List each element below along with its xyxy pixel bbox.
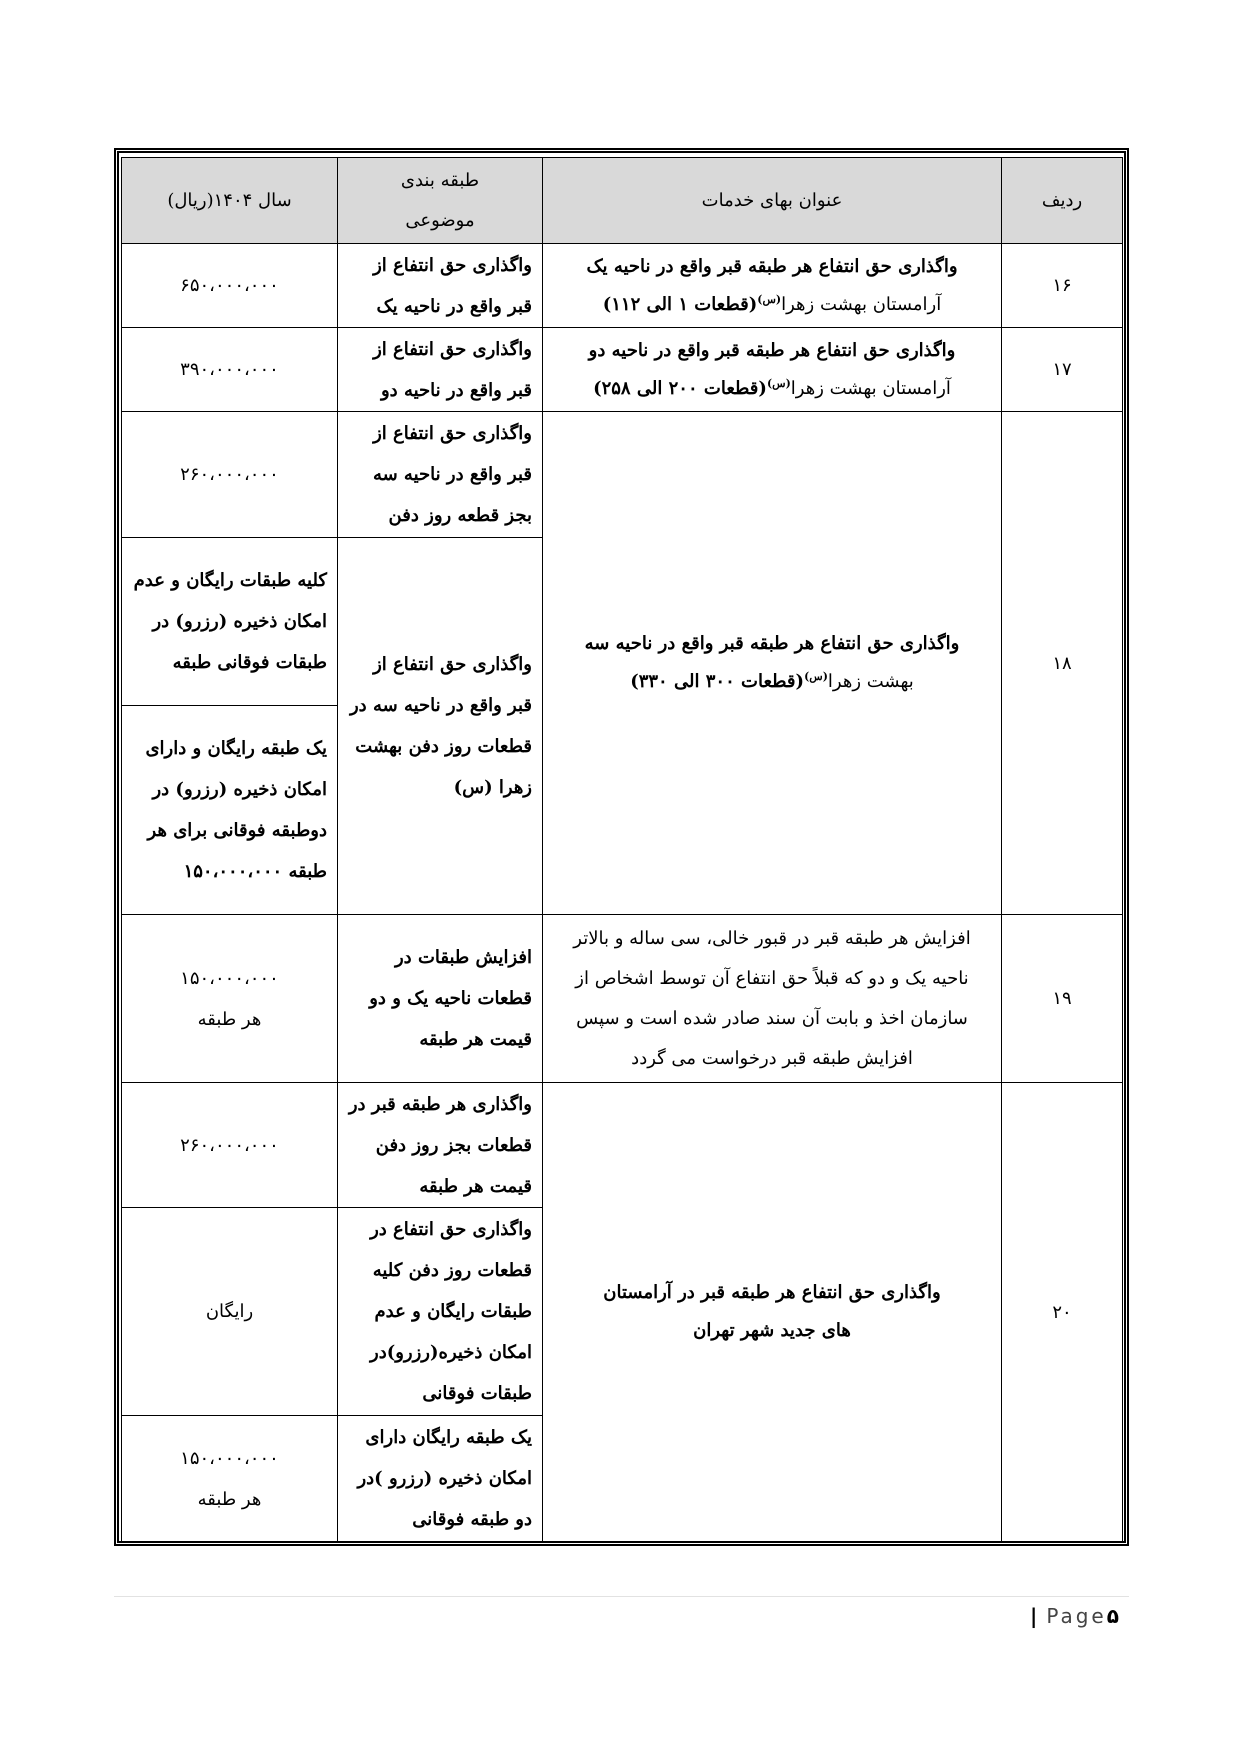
header-row: [122, 158, 1123, 244]
row-16-title-line1: واگذاری حق انتفاع هر طبقه قبر واقع در ناحیه یک: [586, 255, 958, 277]
row-18-price-a: ۲۶۰،۰۰۰،۰۰۰: [122, 412, 338, 538]
row-17-title-line2b: (قطعات ۲۰۰ الی ۲۵۸): [593, 377, 767, 399]
row-16-price: ۶۵۰،۰۰۰،۰۰۰: [122, 244, 338, 328]
header-category: [338, 158, 543, 244]
row-18-title-line2b: (قطعات ۳۰۰ الی ۳۳۰): [630, 671, 805, 692]
row-19-price: [122, 915, 338, 1083]
header-category-line1: طبقه بندی: [400, 169, 480, 191]
page-label: Page: [1046, 1604, 1107, 1628]
table-row: [122, 328, 1123, 412]
row-20-price-b: رایگان: [122, 1208, 338, 1416]
table-row: [122, 915, 1123, 1083]
row-19-radif: ۱۹: [1002, 915, 1123, 1083]
row-20-price-c-value: ۱۵۰،۰۰۰،۰۰۰: [180, 1447, 279, 1469]
row-20-price-a: ۲۶۰،۰۰۰،۰۰۰: [122, 1083, 338, 1208]
row-20-radif: ۲۰: [1002, 1083, 1123, 1542]
row-17-title-line1: واگذاری حق انتفاع هر طبقه قبر واقع در ناحیه دو: [588, 339, 956, 361]
page-number: [1030, 1604, 1119, 1628]
row-19-price-value: ۱۵۰،۰۰۰،۰۰۰: [180, 967, 279, 989]
row-17-radif: ۱۷: [1002, 328, 1123, 412]
tariff-table: [121, 157, 1123, 1542]
row-19-price-unit: هر طبقه: [197, 1008, 262, 1030]
row-17-title-sup: (س): [766, 376, 791, 390]
row-18-price-b: کلیه طبقات رایگان و عدم امکان ذخیره (رزرو) در طبقات فوقانی طبقه: [122, 538, 338, 706]
row-17-title: [543, 328, 1002, 412]
row-16-title-sup: (س): [757, 292, 782, 306]
row-16-title: [543, 244, 1002, 328]
table-row: [122, 1083, 1123, 1208]
row-20-category-a: واگذاری هر طبقه قبر در قطعات بجز روز دفن قیمت هر طبقه: [338, 1083, 543, 1208]
header-category-line2: موضوعی: [405, 209, 475, 231]
row-16-category: واگذاری حق انتفاع از قبر واقع در ناحیه یک: [338, 244, 543, 328]
row-18-price-c: یک طبقه رایگان و دارای امکان ذخیره (رزرو) در دوطبقه فوقانی برای هر طبقه ۱۵۰،۰۰۰،۰۰۰: [122, 706, 338, 915]
row-18-title-line1: واگذاری حق انتفاع هر طبقه قبر واقع در ناحیه سه: [584, 633, 960, 654]
header-radif: ردیف: [1002, 158, 1123, 244]
row-16-title-line2a: آرامستان بهشت زهرا: [781, 293, 942, 315]
row-20-price-c-unit: هر طبقه: [197, 1488, 262, 1510]
row-18-title-line2a: بهشت زهرا: [827, 671, 914, 692]
row-20-category-c: یک طبقه رایگان دارای امکان ذخیره (رزرو )در دو طبقه فوقانی: [338, 1416, 543, 1542]
page-number-separator: |: [1030, 1604, 1041, 1628]
row-18-title: [543, 412, 1002, 915]
row-17-category: واگذاری حق انتفاع از قبر واقع در ناحیه دو: [338, 328, 543, 412]
page-number-value: ۵: [1106, 1604, 1119, 1628]
row-18-category-a: واگذاری حق انتفاع از قبر واقع در ناحیه سه بجز قطعه روز دفن: [338, 412, 543, 538]
row-17-price: ۳۹۰،۰۰۰،۰۰۰: [122, 328, 338, 412]
row-17-title-line2a: آرامستان بهشت زهرا: [790, 377, 951, 399]
row-20-price-c: [122, 1416, 338, 1542]
row-19-category: افزایش طبقات در قطعات ناحیه یک و دو قیمت هر طبقه: [338, 915, 543, 1083]
row-20-category-b: واگذاری حق انتفاع در قطعات روز دفن کلیه طبقات رایگان و عدم امکان ذخیره(رزرو)در طبقات فوقانی: [338, 1208, 543, 1416]
row-16-title-line2b: (قطعات ۱ الی ۱۱۲): [602, 293, 758, 315]
row-16-radif: ۱۶: [1002, 244, 1123, 328]
row-19-title: افزایش هر طبقه قبر در قبور خالی، سی ساله و بالاتر ناحیه یک و دو که قبلاً حق انتفاع آن توسط اشخاص از سازمان اخذ و بابت آن سند صادر شده است و سپس افزایش طبقه قبر درخواست می گردد: [543, 915, 1002, 1083]
row-18-title-sup: (س): [804, 670, 828, 683]
table-row: [122, 412, 1123, 538]
table-row: [122, 244, 1123, 328]
footer-divider: [114, 1596, 1129, 1597]
row-18-radif: ۱۸: [1002, 412, 1123, 915]
header-price: سال ۱۴۰۴(ریال): [122, 158, 338, 244]
header-title: عنوان بهای خدمات: [543, 158, 1002, 244]
row-20-title: واگذاری حق انتفاع هر طبقه قبر در آرامستان های جدید شهر تهران: [543, 1083, 1002, 1542]
row-18-category-b: واگذاری حق انتفاع از قبر واقع در ناحیه سه در قطعات روز دفن بهشت زهرا (س): [338, 538, 543, 915]
